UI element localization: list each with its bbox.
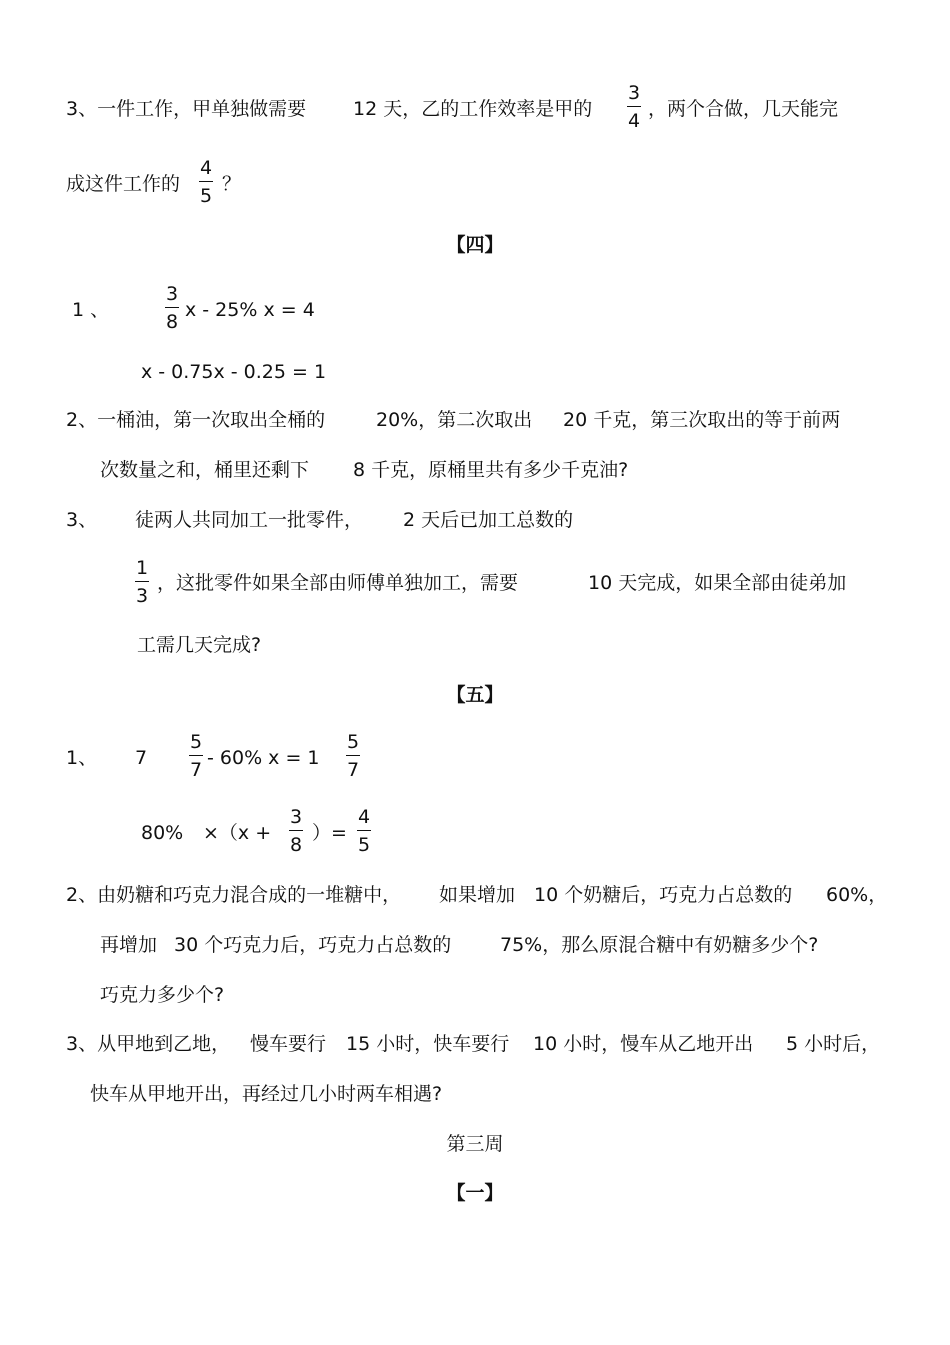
fraction-denominator: 5 xyxy=(357,834,371,856)
fraction-denominator: 7 xyxy=(346,759,360,781)
fraction-numerator: 4 xyxy=(199,157,213,179)
text-line: 2 天后已加工总数的 xyxy=(403,509,574,531)
text-line: 快车从甲地开出，再经过几小时两车相遇? xyxy=(90,1083,443,1105)
equation: - 60% x = 1 xyxy=(207,747,320,769)
equation: x - 0.75x - 0.25 = 1 xyxy=(141,361,327,383)
fraction xyxy=(289,806,303,856)
text-line: 3、一件工作，甲单独做需要 xyxy=(66,98,307,120)
fraction-numerator: 4 xyxy=(357,806,371,828)
fraction-numerator: 5 xyxy=(189,731,203,753)
text-line: 7 xyxy=(135,747,148,769)
fraction xyxy=(199,157,213,207)
text-line: ，这批零件如果全部由师傅单独加工，需要 xyxy=(157,572,519,594)
fraction-bar xyxy=(346,755,360,756)
equation: ×（x + xyxy=(203,822,272,844)
question-number: 1、 xyxy=(66,747,98,769)
week-title: 第三周 xyxy=(446,1133,504,1155)
fraction-bar xyxy=(165,307,179,308)
text-line: 60%， xyxy=(826,884,888,906)
section-heading: 【五】 xyxy=(446,684,504,706)
fraction xyxy=(135,557,149,607)
fraction-bar xyxy=(199,181,213,182)
fraction-bar xyxy=(189,755,203,756)
text-line: 20%，第二次取出 xyxy=(376,409,533,431)
section-heading: 【一】 xyxy=(446,1182,504,1204)
text-line: 10 个奶糖后，巧克力占总数的 xyxy=(534,884,793,906)
fraction-denominator: 3 xyxy=(135,585,149,607)
text-line: 75%，那么原混合糖中有奶糖多少个? xyxy=(500,934,819,956)
equation: x - 25% x = 4 xyxy=(185,299,315,321)
text-line: 再增加 xyxy=(100,934,158,956)
text-line: 30 个巧克力后，巧克力占总数的 xyxy=(174,934,452,956)
fraction-numerator: 3 xyxy=(289,806,303,828)
text-line: 8 千克，原桶里共有多少千克油? xyxy=(353,459,629,481)
text-line: 巧克力多少个? xyxy=(100,984,225,1006)
fraction-numerator: 3 xyxy=(165,283,179,305)
text-line: 3、从甲地到乙地， xyxy=(66,1033,231,1055)
text-line: 10 天完成，如果全部由徒弟加 xyxy=(588,572,847,594)
question-number: 3、 xyxy=(66,509,98,531)
text-line: 5 小时后， xyxy=(786,1033,881,1055)
fraction-denominator: 8 xyxy=(289,834,303,856)
fraction xyxy=(346,731,360,781)
section-heading: 【四】 xyxy=(446,234,504,256)
text-line: ，两个合做，几天能完 xyxy=(648,98,839,120)
text-line: 徒两人共同加工一批零件， xyxy=(135,509,364,531)
text-line: 10 小时，慢车从乙地开出 xyxy=(533,1033,754,1055)
fraction-denominator: 4 xyxy=(627,110,641,132)
text-line: 12 天，乙的工作效率是甲的 xyxy=(353,98,593,120)
fraction xyxy=(165,283,179,333)
text-line: ？ xyxy=(222,173,242,195)
fraction-denominator: 8 xyxy=(165,311,179,333)
text-line: 2、由奶糖和巧克力混合成的一堆糖中， xyxy=(66,884,402,906)
text-line: 15 小时，快车要行 xyxy=(346,1033,510,1055)
text-line: 次数量之和，桶里还剩下 xyxy=(100,459,310,481)
question-number: 1 、 xyxy=(72,299,110,321)
equation: ）= xyxy=(312,822,347,844)
fraction-bar xyxy=(357,830,371,831)
text-line: 如果增加 xyxy=(439,884,516,906)
text-line: 慢车要行 xyxy=(250,1033,327,1055)
fraction-bar xyxy=(289,830,303,831)
fraction xyxy=(627,82,641,132)
text-line: 成这件工作的 xyxy=(66,173,181,195)
fraction xyxy=(189,731,203,781)
fraction-bar xyxy=(627,106,641,107)
fraction-denominator: 5 xyxy=(199,185,213,207)
text-line: 工需几天完成? xyxy=(137,634,262,656)
text-line: 20 千克，第三次取出的等于前两 xyxy=(563,409,841,431)
fraction-numerator: 3 xyxy=(627,82,641,104)
fraction-numerator: 5 xyxy=(346,731,360,753)
text-line: 2、一桶油，第一次取出全桶的 xyxy=(66,409,326,431)
fraction-bar xyxy=(135,581,149,582)
fraction xyxy=(357,806,371,856)
fraction-denominator: 7 xyxy=(189,759,203,781)
equation: 80% xyxy=(141,822,184,844)
fraction-numerator: 1 xyxy=(135,557,149,579)
